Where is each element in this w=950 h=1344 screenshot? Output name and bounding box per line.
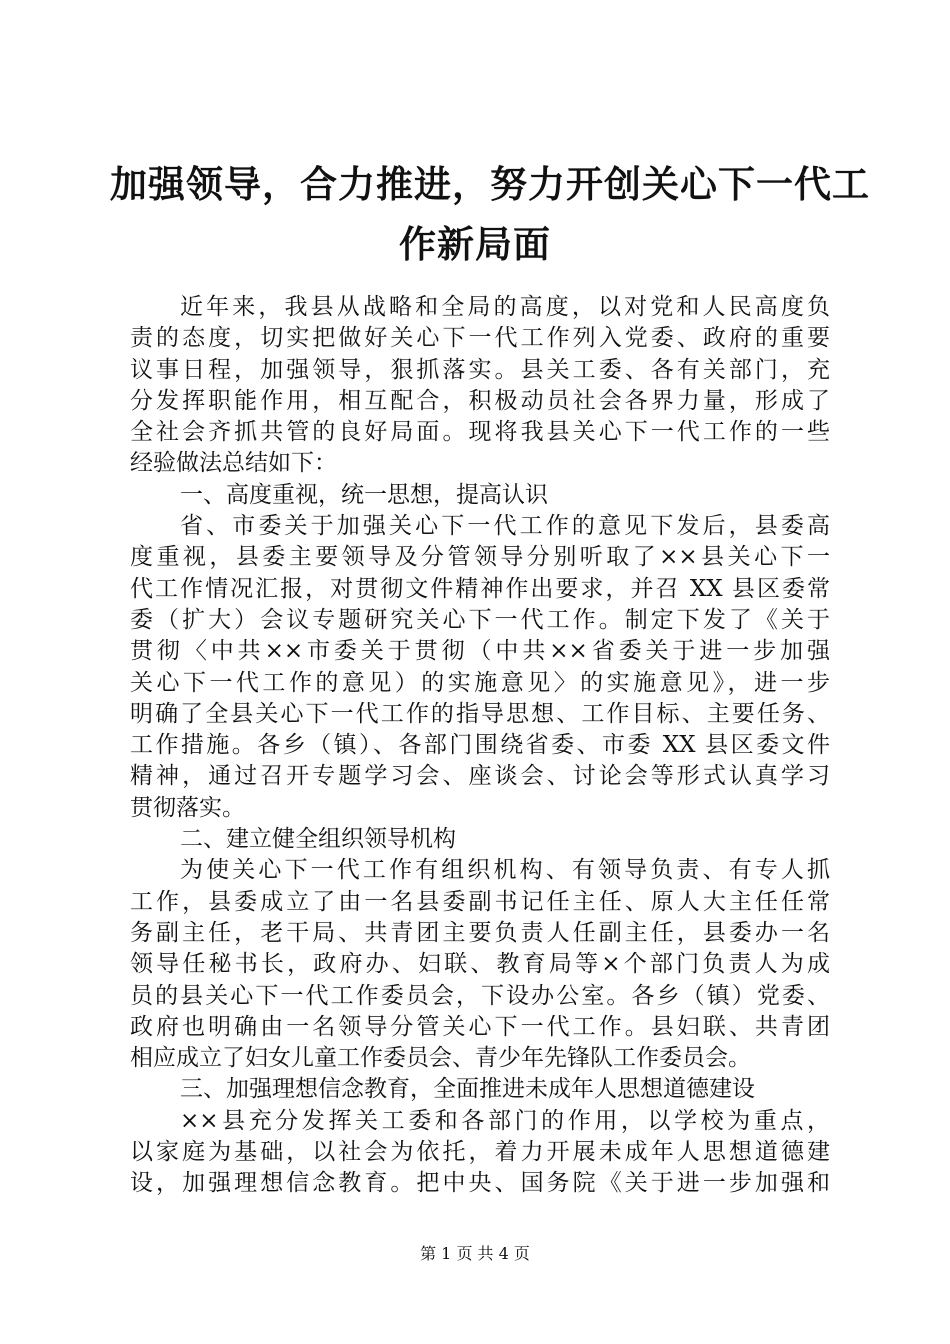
paragraph-line: 员的县关心下一代工作委员会，下设办公室。各乡（镇）党委、 (130, 982, 830, 1009)
paragraph-line: 经验做法总结如下： (130, 450, 337, 477)
paragraph-line: 贯彻落实。 (130, 794, 245, 821)
document-title-line-1: 加强领导，合力推进，努力开创关心下一代工 (110, 162, 870, 206)
paragraph-line: 全社会齐抓共管的良好局面。现将我县关心下一代工作的一些 (130, 419, 830, 446)
page-footer: 第 1 页 共 4 页 (420, 1244, 530, 1263)
paragraph-line: 代工作情况汇报，对贯彻文件精神作出要求，并召 XX 县区委常 (130, 575, 830, 602)
section-heading: 一、高度重视，统一思想，提高认识 (180, 481, 548, 508)
paragraph-line: 近年来，我县从战略和全局的高度，以对党和人民高度负 (180, 294, 830, 320)
paragraph-line: 度重视，县委主要领导及分管领导分别听取了××县关心下一 (130, 544, 830, 571)
paragraph-line: 务副主任，老干局、共青团主要负责人任副主任，县委办一名 (130, 919, 830, 946)
document-title-line-2: 作新局面 (399, 222, 551, 266)
paragraph-line: 责的态度，切实把做好关心下一代工作列入党委、政府的重要 (130, 325, 830, 352)
paragraph-line: 省、市委关于加强关心下一代工作的意见下发后，县委高 (180, 513, 830, 540)
paragraph-line: 关心下一代工作的意见）的实施意见〉的实施意见》，进一步 (130, 669, 830, 696)
paragraph-line: 精神，通过召开专题学习会、座谈会、讨论会等形式认真学习 (130, 763, 830, 790)
paragraph-line: 相应成立了妇女儿童工作委员会、青少年先锋队工作委员会。 (130, 1045, 751, 1072)
paragraph-line: 为使关心下一代工作有组织机构、有领导负责、有专人抓 (180, 857, 830, 884)
paragraph-line: 以家庭为基础，以社会为依托，着力开展未成年人思想道德建 (130, 1139, 830, 1166)
paragraph-line: 明确了全县关心下一代工作的指导思想、工作目标、主要任务、 (130, 700, 830, 727)
paragraph-line: ××县充分发挥关工委和各部门的作用，以学校为重点， (180, 1107, 830, 1134)
document-body (130, 292, 830, 1200)
paragraph-line: 分发挥职能作用，相互配合，积极动员社会各界力量，形成了 (130, 387, 830, 414)
section-heading: 二、建立健全组织领导机构 (180, 826, 456, 853)
paragraph-line: 设，加强理想信念教育。把中央、国务院《关于进一步加强和 (130, 1170, 830, 1197)
paragraph-line: 议事日程，加强领导，狠抓落实。县关工委、各有关部门，充 (130, 356, 830, 383)
paragraph-line: 工作，县委成立了由一名县委副书记任主任、原人大主任任常 (130, 888, 830, 915)
paragraph-line: 政府也明确由一名领导分管关心下一代工作。县妇联、共青团 (130, 1013, 830, 1040)
paragraph-line: 委（扩大）会议专题研究关心下一代工作。制定下发了《关于 (130, 606, 830, 633)
section-heading: 三、加强理想信念教育，全面推进未成年人思想道德建设 (180, 1076, 755, 1103)
paragraph-line: 领导任秘书长，政府办、妇联、教育局等×个部门负责人为成 (130, 951, 830, 978)
paragraph-line: 贯彻〈中共××市委关于贯彻（中共××省委关于进一步加强 (130, 638, 830, 665)
paragraph-line: 工作措施。各乡（镇）、各部门围绕省委、市委 XX 县区委文件 (130, 732, 830, 759)
